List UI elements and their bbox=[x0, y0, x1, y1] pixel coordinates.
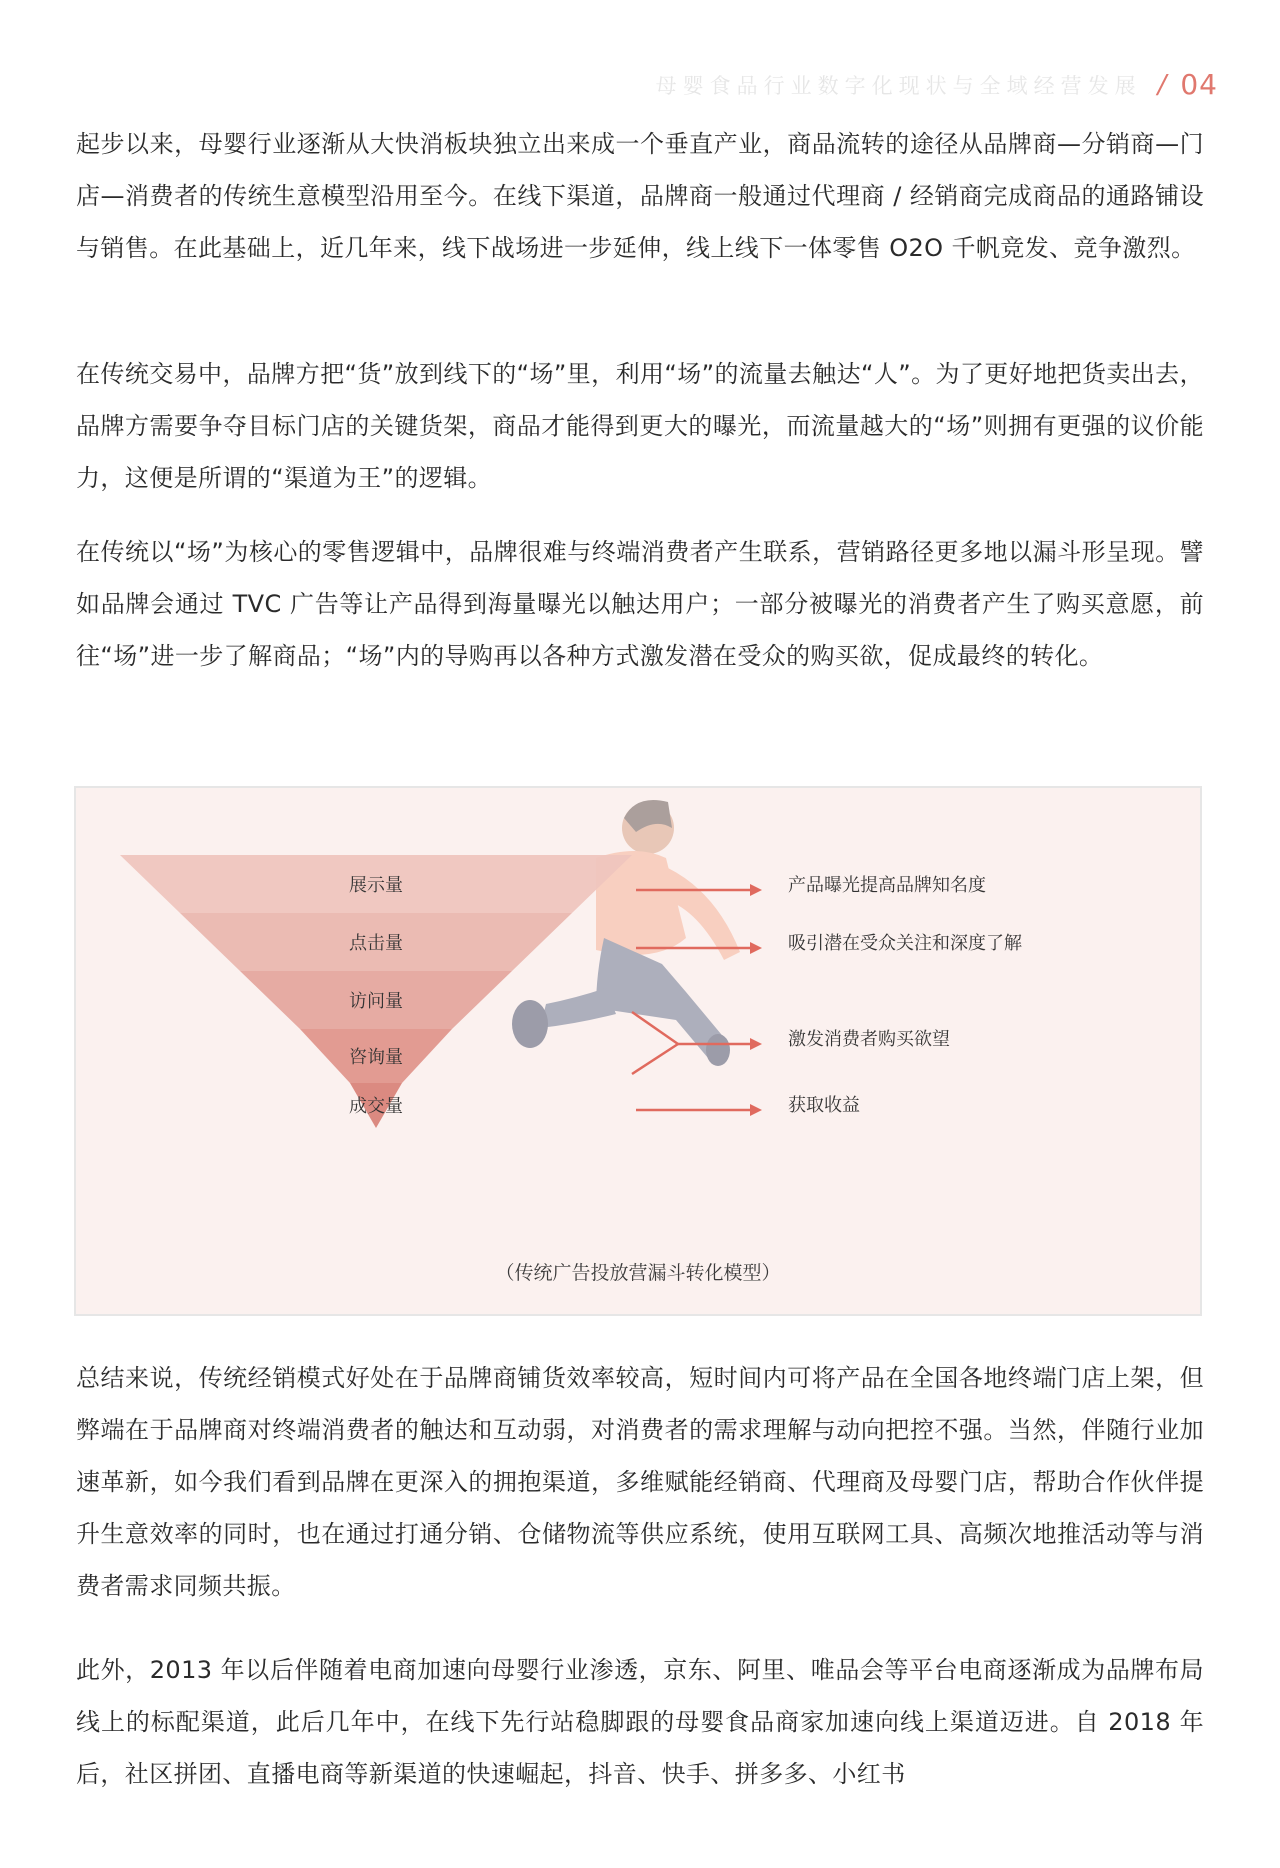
paragraph-1: 起步以来，母婴行业逐渐从大快消板块独立出来成一个垂直产业，商品流转的途径从品牌商—分销商—门店—消费者的传统生意模型沿用至今。在线下渠道，品牌商一般通过代理商 / 经销商完成商品的通路铺设与销售。在此基础上，近几年来，线下战场进一步延伸，线上线下一体零售 O2O 千帆竞发、竞争激烈。 bbox=[76, 130, 1204, 262]
outcome-purchase-desire: 激发消费者购买欲望 bbox=[788, 1029, 950, 1050]
funnel-label-display: 展示量 bbox=[349, 875, 403, 896]
paragraph-4: 总结来说，传统经销模式好处在于品牌商铺货效率较高，短时间内可将产品在全国各地终端门店上架，但弊端在于品牌商对终端消费者的触达和互动弱，对消费者的需求理解与动向把控不强。当然，伴随行业加速革新，如今我们看到品牌在更深入的拥抱渠道，多维赋能经销商、代理商及母婴门店，帮助合作伙伴提升生意效率的同时，也在通过打通分销、仓储物流等供应系统，使用互联网工具、高频次地推活动等与消费者需求同频共振。 bbox=[76, 1364, 1204, 1600]
running-header bbox=[656, 68, 1218, 101]
funnel-label-click: 点击量 bbox=[349, 933, 403, 954]
outcome-brand-awareness: 产品曝光提高品牌知名度 bbox=[788, 875, 986, 896]
outcome-attract-attention: 吸引潜在受众关注和深度了解 bbox=[788, 933, 1022, 954]
header-title: 母婴食品行业数字化现状与全域经营发展 bbox=[655, 73, 1142, 98]
page-number: 04 bbox=[1180, 68, 1218, 101]
funnel-figure bbox=[74, 786, 1202, 1316]
paragraph-2: 在传统交易中，品牌方把“货”放到线下的“场”里，利用“场”的流量去触达“人”。为了更好地把货卖出去，品牌方需要争夺目标门店的关键货架，商品才能得到更大的曝光，而流量越大的“场”则拥有更强的议价能力，这便是所谓的“渠道为王”的逻辑。 bbox=[76, 360, 1204, 492]
figure-caption: （传统广告投放营漏斗转化模型） bbox=[495, 1262, 781, 1284]
paragraph-3: 在传统以“场”为核心的零售逻辑中，品牌很难与终端消费者产生联系，营销路径更多地以漏斗形呈现。譬如品牌会通过 TVC 广告等让产品得到海量曝光以触达用户；一部分被曝光的消费者产生了购买意愿，前往“场”进一步了解商品；“场”内的导购再以各种方式激发潜在受众的购买欲，促成最终的转化。 bbox=[76, 538, 1204, 670]
funnel-label-inquiry: 咨询量 bbox=[349, 1047, 403, 1068]
header-slash: / bbox=[1157, 69, 1167, 100]
funnel-label-visit: 访问量 bbox=[349, 991, 403, 1012]
outcome-revenue: 获取收益 bbox=[788, 1095, 860, 1116]
paragraph-5: 此外，2013 年以后伴随着电商加速向母婴行业渗透，京东、阿里、唯品会等平台电商逐渐成为品牌布局线上的标配渠道，此后几年中，在线下先行站稳脚跟的母婴食品商家加速向线上渠道迈进。自 2018 年后，社区拼团、直播电商等新渠道的快速崛起，抖音、快手、拼多多、小红书 bbox=[76, 1656, 1204, 1788]
arrow-4 bbox=[636, 1104, 762, 1116]
funnel-label-deal: 成交量 bbox=[349, 1096, 403, 1117]
funnel-diagram bbox=[76, 788, 1200, 1314]
